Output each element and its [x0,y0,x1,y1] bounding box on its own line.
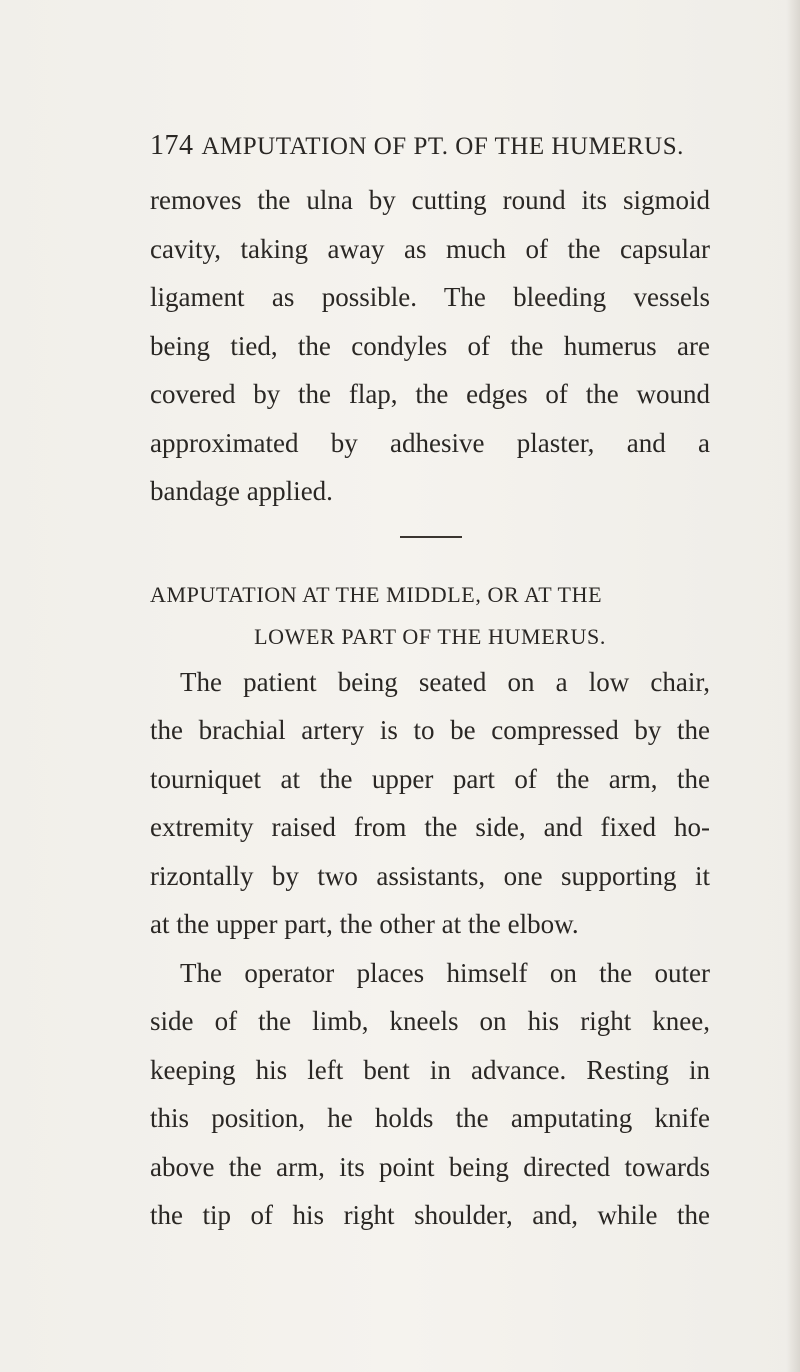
text-line: approximated by adhesive plaster, and a [150,427,710,458]
page-body [150,176,710,1240]
text-line: this position, he holds the amputating knife [150,1103,710,1133]
text-line: extremity raised from the side, and fixed ho- [150,812,710,842]
text-line: cavity, taking away as much of the capsular [150,233,710,264]
text-line: the brachial artery is to be compressed by the [150,715,710,745]
paragraph-3 [150,949,710,1240]
text-line: rizontally by two assistants, one supporting it [150,860,710,891]
divider-rule [400,536,462,538]
text-line: removes the ulna by cutting round its sigmoid [150,185,710,215]
section-heading-line: LOWER PART OF THE HUMERUS. [254,623,606,649]
text-line: keeping his left bent in advance. Resting in [150,1054,710,1085]
section-divider [150,516,710,574]
text-line: side of the limb, kneels on his right knee, [150,1006,710,1036]
text-line: The patient being seated on a low chair, [180,666,710,697]
text-line: at the upper part, the other at the elbow. [150,909,579,939]
text-line: ligament as possible. The bleeding vessels [150,282,710,312]
text-line: being tied, the condyles of the humerus are [150,330,710,361]
text-line: tourniquet at the upper part of the arm, the [150,763,710,794]
running-header [150,130,710,162]
running-title: AMPUTATION OF PT. OF THE HUMERUS. [201,133,684,160]
page-edge-shadow [786,0,800,1372]
page-number: 174 [150,130,194,161]
text-line: bandage applied. [150,476,333,506]
text-line: covered by the flap, the edges of the wound [150,379,710,409]
text-line: The operator places himself on the outer [180,957,710,988]
paragraph-1 [150,176,710,516]
text-line: above the arm, its point being directed towards [150,1151,710,1182]
paragraph-2 [150,658,710,949]
section-heading-line: AMPUTATION AT THE MIDDLE, OR AT THE [150,581,603,607]
section-heading [150,574,710,658]
text-line: the tip of his right shoulder, and, while the [150,1200,710,1230]
